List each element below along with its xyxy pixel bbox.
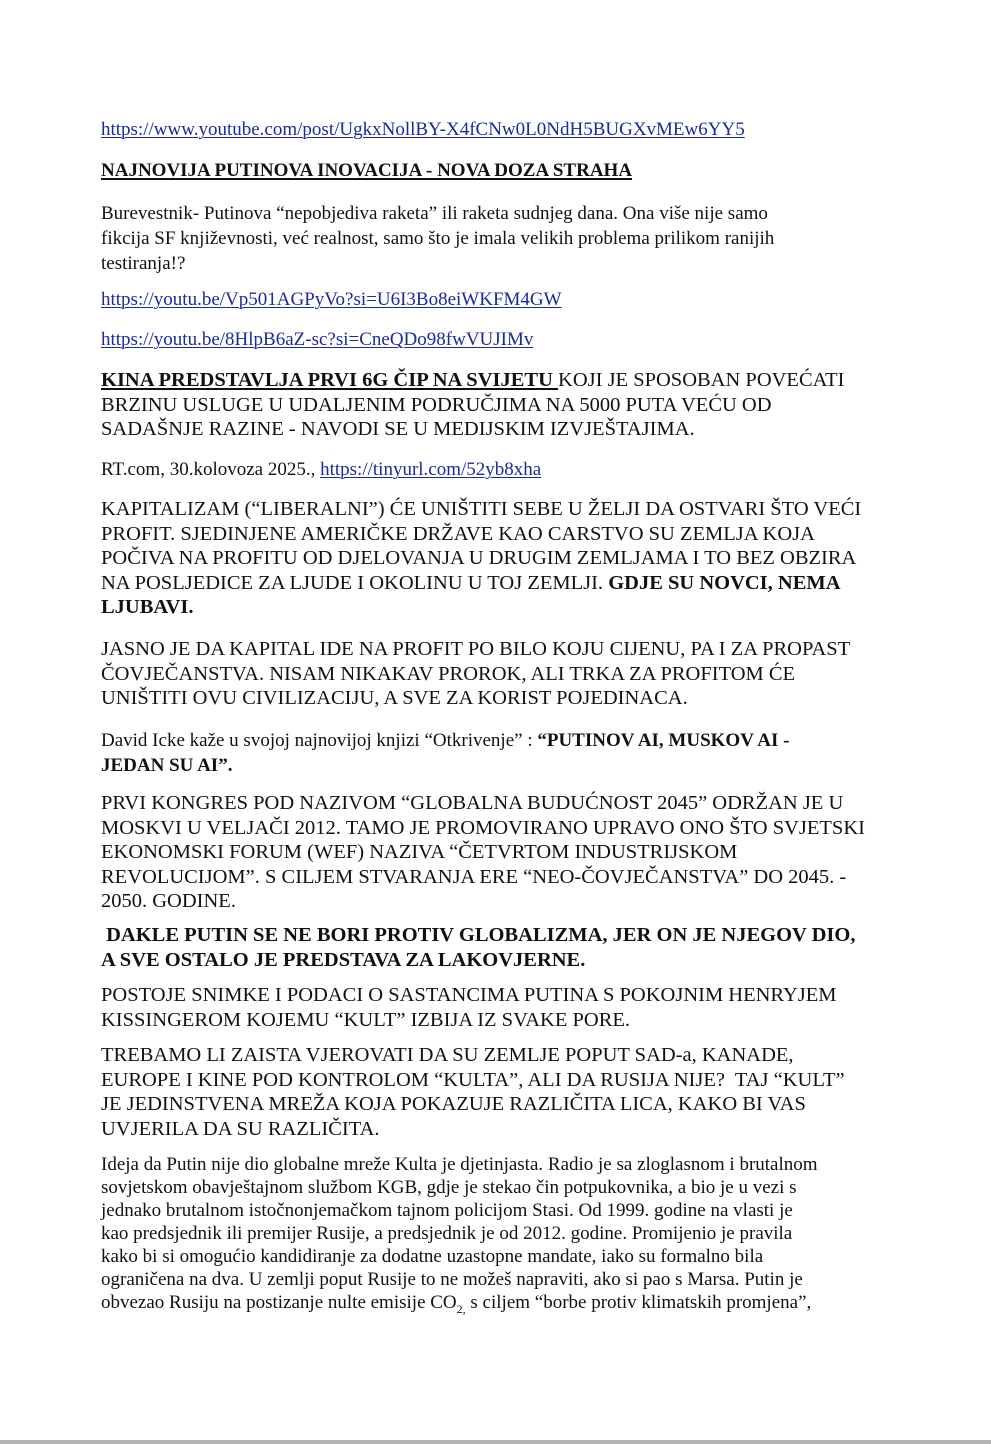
paragraph-kongres (101, 791, 865, 914)
paragraph-postoje (101, 983, 837, 1032)
text-line: KISSINGEROM KOJEMU “KULT” IZBIJA IZ SVAKE PORE. (101, 1008, 631, 1031)
youtu-link-1[interactable]: https://youtu.be/Vp501AGPyVo?si=U6I3Bo8eiWKFM4GW (101, 289, 562, 310)
bold-quote: “PUTINOV AI, MUSKOV AI - (537, 730, 790, 751)
text-line: REVOLUCIJOM”. S CILJEM STVARANJA ERE “NEO-ČOVJEČANSTVA” DO 2045. - (101, 865, 847, 888)
text-span: NA POSLJEDICE ZA LJUDE I OKOLINU U TOJ ZEMLJI. (101, 571, 609, 594)
text-line: kao predsjednik ili premijer Rusije, a predsjednik je od 2012. godine. Promijenio je pravila (101, 1223, 793, 1244)
text-line: fikcija SF književnosti, već realnost, samo što je imala velikih problema prilikom ranijih (101, 228, 775, 249)
text-line: JASNO JE DA KAPITAL IDE NA PROFIT PO BILO KOJU CIJENU, PA I ZA PROPAST (101, 638, 851, 660)
paragraph-burevestnik (101, 201, 774, 276)
source-line (101, 458, 541, 481)
paragraph-jasno (101, 637, 850, 711)
text-line: KAPITALIZAM (“LIBERALNI”) ĆE UNIŠTITI SEBE U ŽELJI DA OSTVARI ŠTO VEĆI (101, 498, 862, 520)
text-line: PRVI KONGRES POD NAZIVOM “GLOBALNA BUDUĆNOST 2045” ODRŽAN JE U (101, 792, 844, 814)
bold-text: A SVE OSTALO JE PREDSTAVA ZA LAKOVJERNE. (101, 948, 586, 971)
paragraph-dakle (101, 923, 855, 972)
text-line: jednako brutalnom istočnonjemačkom tajnom policijom Stasi. Od 1999. godine na vlasti je (101, 1200, 793, 1221)
youtube-post-link[interactable]: https://www.youtube.com/post/UgkxNollBY-X4fCNw0L0NdH5BUGXvMEw6YY5 (101, 119, 745, 140)
bold-quote: JEDAN SU AI”. (101, 755, 233, 776)
bottom-edge-bar (0, 1440, 991, 1444)
bold-text: LJUBAVI. (101, 596, 194, 618)
paragraph-kina-6g (101, 368, 845, 442)
text-span: obvezao Rusiju na postizanje nulte emisije CO (101, 1292, 457, 1313)
text-line: PROFIT. SJEDINJENE AMERIČKE DRŽAVE KAO CARSTVO SU ZEMLJA KOJA (101, 522, 815, 545)
text-line: Ideja da Putin nije dio globalne mreže Kulta je djetinjasta. Radio je sa zloglasnom i brutalnom (101, 1154, 818, 1175)
text-line: SADAŠNJE RAZINE - NAVODI SE U MEDIJSKIM IZVJEŠTAJIMA. (101, 418, 695, 440)
heading-block (101, 159, 632, 182)
youtube-post-link-block (101, 118, 745, 141)
subscript-2: 2, (456, 1301, 466, 1316)
text-line: POČIVA NA PROFITU OD DJELOVANJA U DRUGIM ZEMLJAMA I TO BEZ OBZIRA (101, 547, 857, 569)
text-line: UVJERILA DA SU RAZLIČITA. (101, 1117, 380, 1140)
youtu-link-2-block (101, 328, 533, 351)
text-line: kako bi si omogućio kandidiranje za dodatne uzastopne mandate, iako su formalno bila (101, 1246, 764, 1267)
text-line: UNIŠTITI OVU CIVILIZACIJU, A SVE ZA KORIST POJEDINACA. (101, 687, 688, 709)
text-line: ograničena na dva. U zemlji poput Rusije to ne možeš napraviti, ako si pao s Marsa. Putin je (101, 1269, 803, 1290)
text-line: ČOVJEČANSTVA. NISAM NIKAKAV PROROK, ALI TRKA ZA PROFITOM ĆE (101, 662, 796, 685)
text-line: MOSKVI U VELJAČI 2012. TAMO JE PROMOVIRANO UPRAVO ONO ŠTO SVJETSKI (101, 816, 865, 839)
text-span: KOJI JE SPOSOBAN POVEĆATI (558, 369, 845, 391)
paragraph-kapitalizam (101, 497, 861, 620)
kina-headline: KINA PREDSTAVLJA PRVI 6G ČIP NA SVIJETU (101, 369, 559, 391)
text-line: 2050. GODINE. (101, 890, 236, 912)
text-line: JE JEDINSTVENA MREŽA KOJA POKAZUJE RAZLIČITA LICA, KAKO BI VAS (101, 1093, 806, 1115)
text-span: s ciljem “borbe protiv klimatskih promjena”, (465, 1292, 812, 1313)
bold-text: GDJE SU NOVCI, NEMA (608, 571, 841, 594)
paragraph-icke (101, 728, 789, 778)
tinyurl-link[interactable]: https://tinyurl.com/52yb8xha (320, 459, 542, 480)
text-line: Burevestnik- Putinova “nepobjediva raketa” ili raketa sudnjeg dana. Ona više nije samo (101, 203, 768, 224)
text-line: EUROPE I KINE POD KONTROLOM “KULTA”, ALI DA RUSIJA NIJE? TAJ “KULT” (101, 1068, 845, 1091)
text-line: testiranja!? (101, 253, 186, 274)
text-span: David Icke kaže u svojoj najnovijoj knjizi “Otkrivenje” : (101, 730, 538, 751)
youtu-link-1-block (101, 288, 562, 311)
text-line: POSTOJE SNIMKE I PODACI O SASTANCIMA PUTINA S POKOJNIM HENRYJEM (101, 984, 837, 1006)
source-prefix: RT.com, 30.kolovoza 2025., (101, 459, 321, 480)
paragraph-trebamo (101, 1043, 845, 1141)
text-line: TREBAMO LI ZAISTA VJEROVATI DA SU ZEMLJE POPUT SAD-a, KANADE, (101, 1044, 794, 1066)
youtu-link-2[interactable]: https://youtu.be/8HlpB6aZ-sc?si=CneQDo98fwVUJIMv (101, 329, 534, 350)
text-line: sovjetskom obavještajnom službom KGB, gdje je stekao čin potpukovnika, a bio je u vezi s (101, 1177, 797, 1198)
heading-putin-innovation: NAJNOVIJA PUTINOVA INOVACIJA - NOVA DOZA STRAHA (101, 160, 633, 181)
bold-text: DAKLE PUTIN SE NE BORI PROTIV GLOBALIZMA, JER ON JE NJEGOV DIO, (101, 924, 856, 946)
paragraph-ideja (101, 1153, 818, 1314)
text-line: EKONOMSKI FORUM (WEF) NAZIVA “ČETVRTOM INDUSTRIJSKOM (101, 841, 738, 863)
text-line: BRZINU USLUGE U UDALJENIM PODRUČJIMA NA 5000 PUTA VEĆU OD (101, 393, 772, 416)
